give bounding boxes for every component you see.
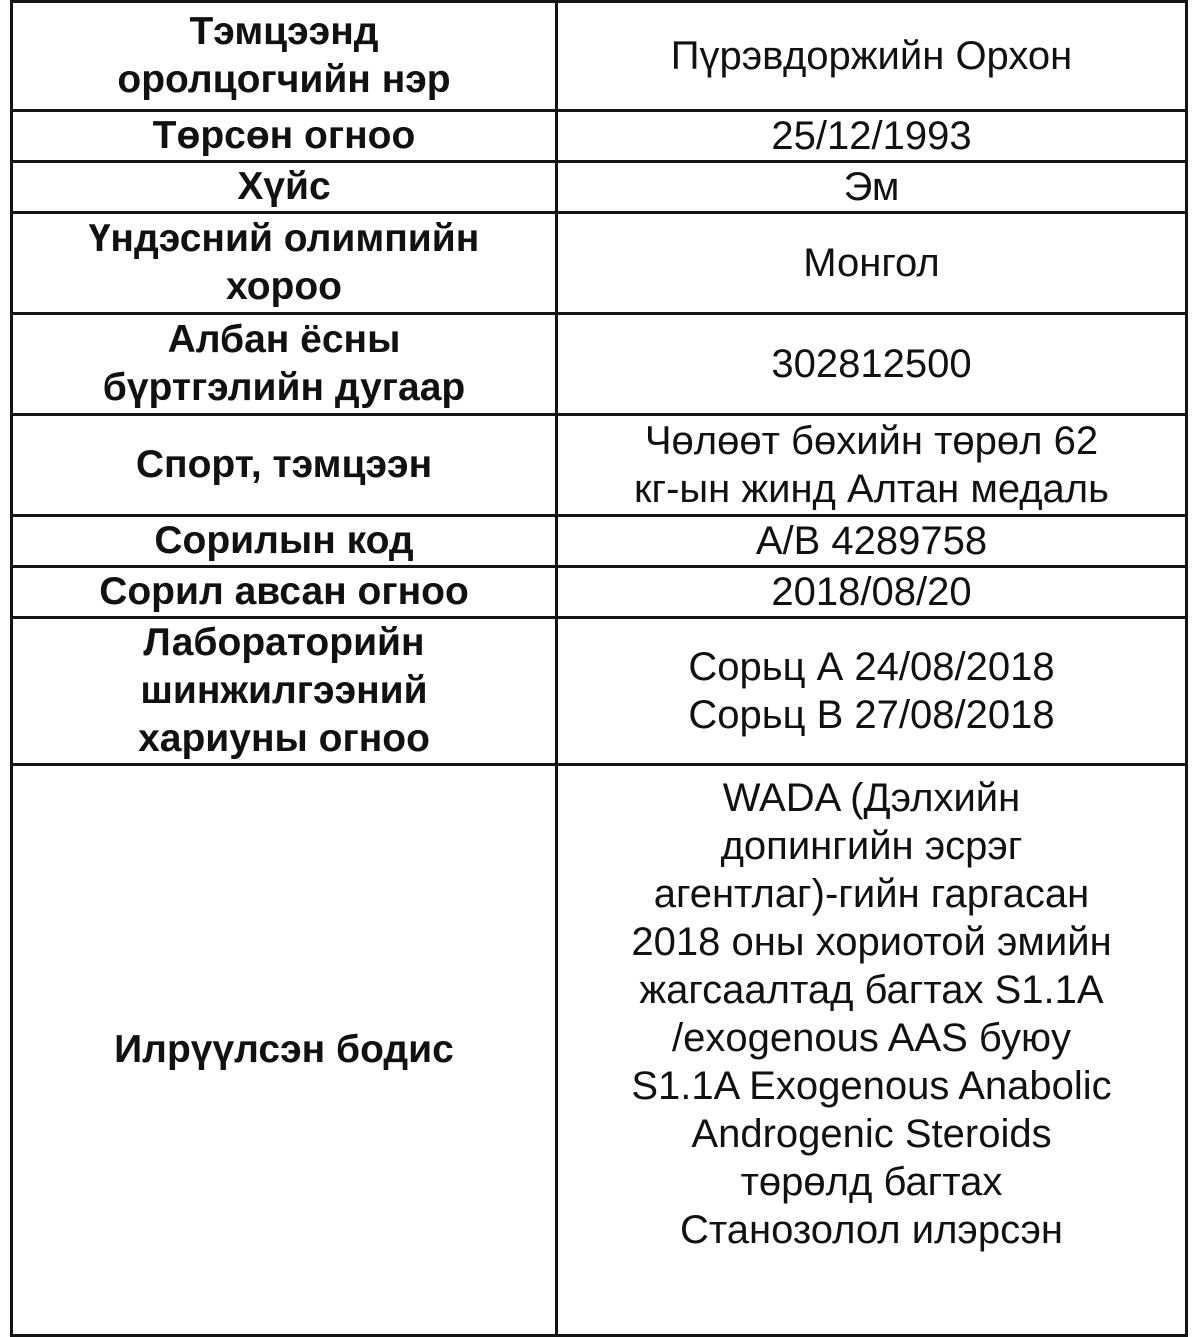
label-line: Тэмцээнд xyxy=(189,10,379,53)
value-national-olympic-committee xyxy=(557,213,1187,314)
value-line: WADA (Дэлхийн xyxy=(722,776,1021,820)
value-line: /exogenous AAS буюу xyxy=(672,1016,1071,1060)
value-line: Пүрэвдоржийн Орхон xyxy=(670,34,1073,78)
value-sport-event xyxy=(557,415,1187,516)
value-registration-number xyxy=(557,314,1187,415)
value-birth-date xyxy=(557,111,1187,162)
value-line: 2018 оны хориотой эмийн xyxy=(631,920,1112,964)
athlete-info-table xyxy=(10,0,1188,1337)
value-line: A/B 4289758 xyxy=(755,519,988,563)
value-participant-name xyxy=(557,2,1187,111)
row-sex xyxy=(12,162,1187,213)
row-sample-code xyxy=(12,516,1187,567)
value-line: Чөлөөт бөхийн төрөл 62 xyxy=(644,419,1099,463)
label-line: оролцогчийн нэр xyxy=(117,58,451,101)
value-line: допингийн эсрэг xyxy=(720,824,1023,868)
label-line: Сорилын код xyxy=(154,519,414,562)
row-sport-event xyxy=(12,415,1187,516)
label-line: Сорил авсан огноо xyxy=(99,570,469,613)
row-sample-date xyxy=(12,567,1187,618)
value-line: S1.1A Exogenous Anabolic xyxy=(631,1064,1112,1108)
value-line: Сорьц В 27/08/2018 xyxy=(688,693,1055,737)
value-lab-result-date xyxy=(557,618,1187,765)
value-line: Сорьц А 24/08/2018 xyxy=(688,645,1055,689)
row-detected-substance xyxy=(12,765,1187,1336)
label-sample-code xyxy=(12,516,557,567)
label-line: Илрүүлсэн бодис xyxy=(114,1028,454,1071)
label-line: Үндэсний олимпийн xyxy=(88,217,480,260)
value-sex xyxy=(557,162,1187,213)
label-line: хороо xyxy=(225,265,342,308)
row-lab-result-date xyxy=(12,618,1187,765)
value-line: 2018/08/20 xyxy=(771,570,972,614)
value-detected-substance xyxy=(557,765,1187,1336)
label-registration-number xyxy=(12,314,557,415)
value-line: Монгол xyxy=(803,241,940,285)
label-sport-event xyxy=(12,415,557,516)
value-line: агентлаг)-гийн гаргасан xyxy=(653,872,1090,916)
label-line: Хүйс xyxy=(237,165,331,208)
label-line: хариуны огноо xyxy=(138,717,430,760)
label-birth-date xyxy=(12,111,557,162)
value-line: төрөлд багтах xyxy=(740,1160,1003,1204)
label-detected-substance xyxy=(12,765,557,1336)
value-line: 302812500 xyxy=(771,342,972,386)
value-line: 25/12/1993 xyxy=(771,114,972,158)
value-line: Androgenic Steroids xyxy=(691,1112,1052,1156)
label-line: Спорт, тэмцээн xyxy=(135,443,433,486)
label-line: Лабораторийн xyxy=(143,621,425,664)
value-line: жагсаалтад багтах S1.1A xyxy=(639,968,1104,1012)
row-participant-name xyxy=(12,2,1187,111)
label-line: Албан ёсны xyxy=(167,318,401,361)
row-registration-number xyxy=(12,314,1187,415)
value-sample-code xyxy=(557,516,1187,567)
label-national-olympic-committee xyxy=(12,213,557,314)
label-line: шинжилгээний xyxy=(140,669,428,712)
label-lab-result-date xyxy=(12,618,557,765)
value-line: Станозолол илэрсэн xyxy=(679,1208,1064,1252)
label-line: Төрсөн огноо xyxy=(152,114,416,157)
label-sex xyxy=(12,162,557,213)
value-line: кг-ын жинд Алтан медаль xyxy=(634,467,1109,511)
label-participant-name xyxy=(12,2,557,111)
row-national-olympic-committee xyxy=(12,213,1187,314)
value-line: Эм xyxy=(843,165,900,209)
label-line: бүртгэлийн дугаар xyxy=(102,366,466,409)
value-sample-date xyxy=(557,567,1187,618)
label-sample-date xyxy=(12,567,557,618)
row-birth-date xyxy=(12,111,1187,162)
